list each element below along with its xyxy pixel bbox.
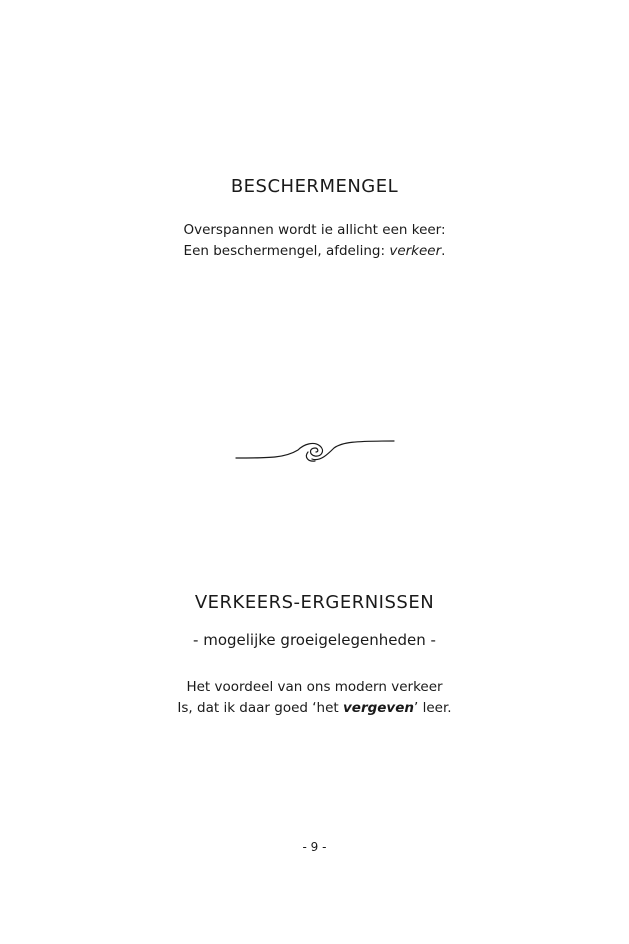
poem-verkeers-ergernissen (0, 592, 629, 613)
poem-line-2-prefix: Is, dat ik daar goed ‘het (177, 700, 343, 716)
poem-line-2-suffix: ’ leer. (414, 700, 452, 716)
poem-line-2-prefix: Een beschermengel, afdeling: (183, 243, 390, 259)
poem-beschermengel (0, 176, 629, 197)
poem-beschermengel-body (0, 220, 629, 262)
poem-line-2 (0, 241, 629, 262)
poem-title: VERKEERS-ERGERNISSEN (194, 592, 435, 613)
poem-line-2-emphasis: vergeven (343, 700, 415, 716)
page-number: - 9 - (302, 840, 327, 854)
poem-subtitle: - mogelijke groeigelegenheden - (193, 631, 436, 649)
poem-line-1: Overspannen wordt ie allicht een keer: (183, 222, 446, 238)
poem-title: BESCHERMENGEL (230, 176, 399, 197)
poem-line-2 (0, 698, 629, 719)
poem-subtitle-block (0, 631, 629, 649)
page-footer (0, 836, 629, 855)
swirl-divider-icon (230, 432, 400, 466)
poem-line-2-emphasis: verkeer (389, 243, 442, 259)
poem-line-2-suffix: . (441, 243, 446, 259)
poem-line-1: Het voordeel van ons modern verkeer (186, 679, 443, 695)
poem-verkeers-ergernissen-body (0, 677, 629, 719)
